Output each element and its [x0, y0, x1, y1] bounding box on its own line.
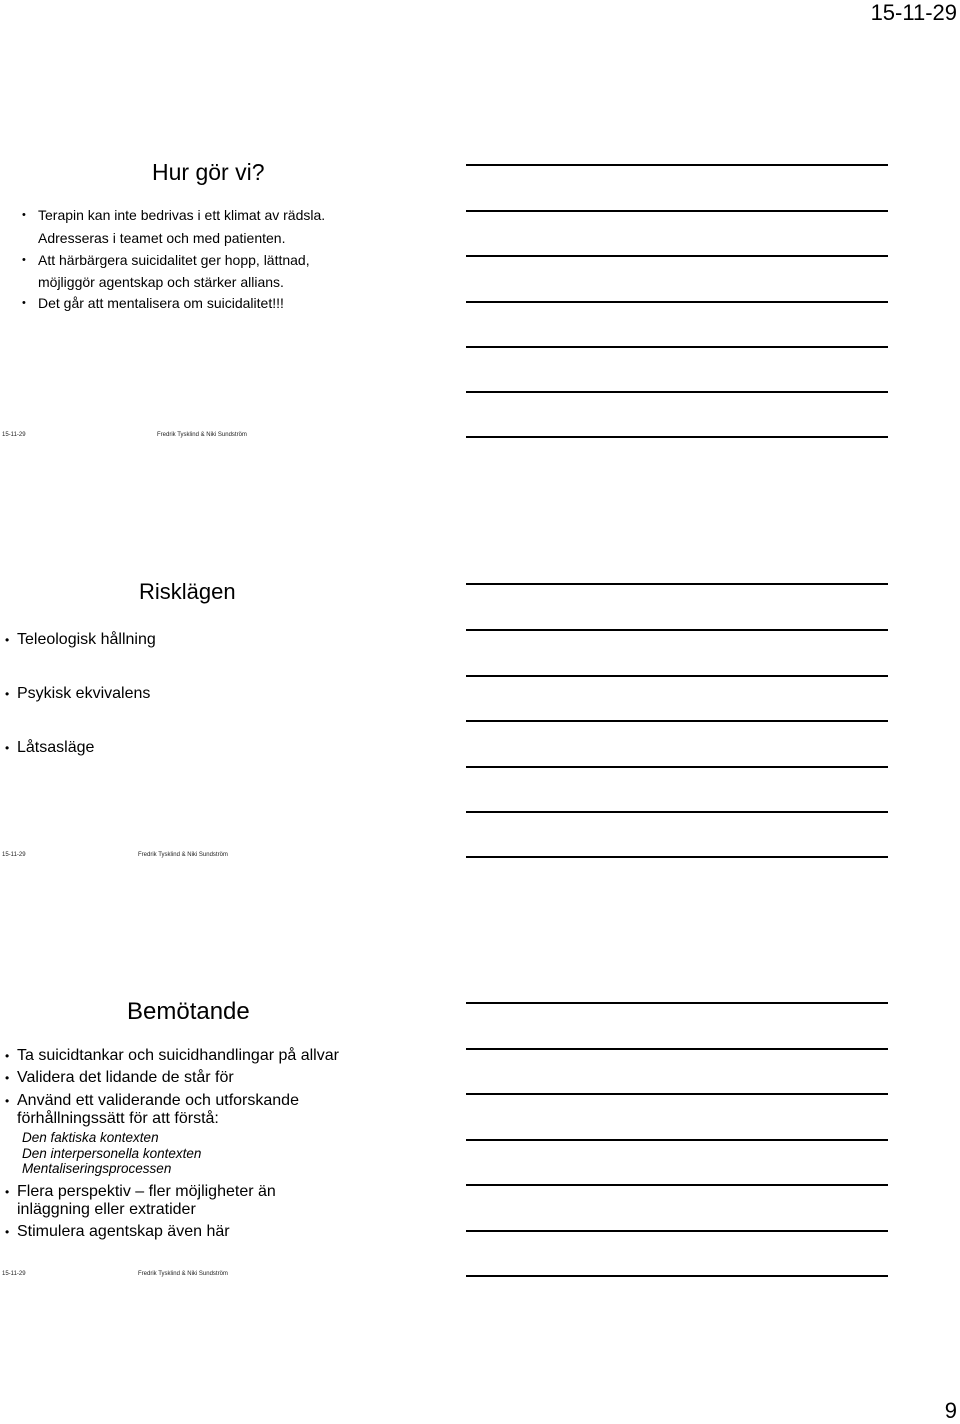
bullet-line: inläggning eller extratider [17, 1201, 196, 1218]
page-header-date: 15-11-29 [870, 0, 957, 25]
note-line [466, 583, 888, 585]
bullet-line: • Att härbärgera suicidalitet ger hopp, lättnad, [38, 252, 310, 268]
bullet-line: • Flera perspektiv – fler möjligheter än [17, 1183, 276, 1201]
page-number: 9 [944, 1398, 957, 1423]
sub-item: Den interpersonella kontexten [22, 1146, 202, 1161]
note-line [466, 1230, 888, 1232]
bullet-line: • Teleologisk hållning [17, 631, 156, 649]
slide-footer-authors: Fredrik Tysklind & Niki Sundström [138, 1271, 228, 1277]
bullet-line: • Använd ett validerande och utforskande [17, 1092, 299, 1110]
note-line [466, 1048, 888, 1050]
note-line [466, 811, 888, 813]
slide-footer-date: 15-11-29 [2, 852, 26, 858]
bullet-line: förhållningssätt för att förstå: [17, 1110, 219, 1127]
bullet-line: • Det går att mentalisera om suicidalitet!!! [38, 295, 284, 311]
note-line [466, 255, 888, 257]
bullet-line: Adresseras i teamet och med patienten. [38, 230, 286, 246]
note-line [466, 436, 888, 438]
slide-title: Risklägen [139, 579, 236, 604]
slide-footer-authors: Fredrik Tysklind & Niki Sundström [138, 852, 228, 858]
note-line [466, 391, 888, 393]
slide-footer-authors: Fredrik Tysklind & Niki Sundström [157, 432, 247, 438]
note-line [466, 720, 888, 722]
note-line [466, 1139, 888, 1141]
bullet-line: • Psykisk ekvivalens [17, 685, 150, 703]
note-line [466, 766, 888, 768]
bullet-line: • Terapin kan inte bedrivas i ett klimat av rädsla. [38, 207, 325, 223]
note-line [466, 164, 888, 166]
bullet-line: • Ta suicidtankar och suicidhandlingar på allvar [17, 1047, 339, 1065]
bullet-line: • Validera det lidande de står för [17, 1069, 234, 1087]
slide-title: Hur gör vi? [152, 159, 265, 185]
sub-item: Mentaliseringsprocessen [22, 1161, 172, 1176]
note-line [466, 346, 888, 348]
note-line [466, 1184, 888, 1186]
bullet-line: • Låtsasläge [17, 739, 94, 757]
note-line [466, 856, 888, 858]
bullet-line: • Stimulera agentskap även här [17, 1223, 230, 1241]
note-line [466, 629, 888, 631]
note-line [466, 301, 888, 303]
slide-footer-date: 15-11-29 [2, 432, 26, 438]
note-line [466, 1002, 888, 1004]
slide-footer-date: 15-11-29 [2, 1271, 26, 1277]
note-line [466, 675, 888, 677]
note-line [466, 1275, 888, 1277]
bullet-line: möjliggör agentskap och stärker allians. [38, 274, 284, 290]
note-line [466, 1093, 888, 1095]
sub-item: Den faktiska kontexten [22, 1130, 159, 1145]
slide-title: Bemötande [127, 998, 250, 1025]
note-line [466, 210, 888, 212]
